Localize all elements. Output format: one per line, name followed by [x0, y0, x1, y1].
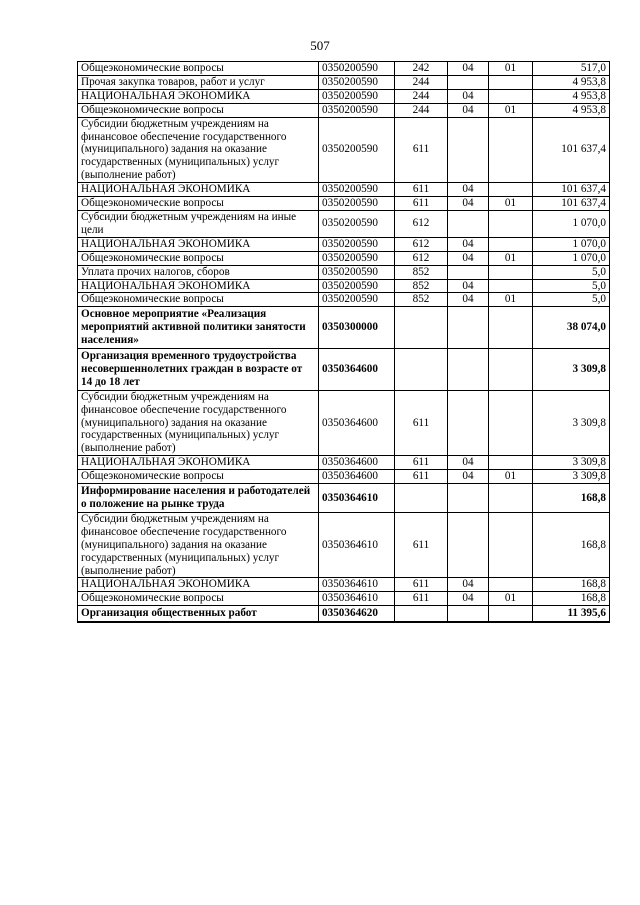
row-name-cell: Общеэкономические вопросы [78, 470, 319, 484]
row-name-cell: Общеэкономические вопросы [78, 293, 319, 307]
table-row [78, 592, 610, 606]
amount-cell: 1 070,0 [533, 210, 610, 237]
table-row [78, 390, 610, 456]
expense-type-cell: 611 [395, 592, 448, 606]
section-cell [448, 512, 489, 578]
expense-type-cell: 611 [395, 117, 448, 183]
amount-cell: 517,0 [533, 62, 610, 76]
subsection-cell [489, 117, 533, 183]
amount-cell: 38 074,0 [533, 307, 610, 349]
amount-cell: 4 953,8 [533, 89, 610, 103]
amount-cell: 101 637,4 [533, 183, 610, 197]
amount-cell: 168,8 [533, 512, 610, 578]
section-cell: 04 [448, 279, 489, 293]
target-code-cell: 0350364610 [319, 592, 395, 606]
expense-type-cell: 611 [395, 456, 448, 470]
row-name-cell: Субсидии бюджетным учреждениям на финансовое обеспечение государственного (муниципального) задания на оказание государственных (муниципальных) услуг (выполнение работ) [78, 512, 319, 578]
subsection-cell: 01 [489, 293, 533, 307]
expense-type-cell: 852 [395, 279, 448, 293]
subsection-cell [489, 89, 533, 103]
section-cell: 04 [448, 251, 489, 265]
subsection-cell [489, 484, 533, 513]
amount-cell: 168,8 [533, 592, 610, 606]
section-cell [448, 307, 489, 349]
row-name-cell: Общеэкономические вопросы [78, 62, 319, 76]
section-cell [448, 390, 489, 456]
table-row [78, 197, 610, 211]
row-name-cell: Общеэкономические вопросы [78, 251, 319, 265]
subsection-cell: 01 [489, 592, 533, 606]
table-row [78, 117, 610, 183]
row-name-cell: Организация временного трудоустройства несовершеннолетних граждан в возрасте от 14 до 18 лет [78, 349, 319, 391]
subsection-cell: 01 [489, 470, 533, 484]
expense-type-cell [395, 484, 448, 513]
row-name-cell: НАЦИОНАЛЬНАЯ ЭКОНОМИКА [78, 237, 319, 251]
target-code-cell: 0350200590 [319, 75, 395, 89]
section-cell: 04 [448, 578, 489, 592]
amount-cell: 3 309,8 [533, 456, 610, 470]
table-row [78, 62, 610, 76]
section-cell [448, 349, 489, 391]
target-code-cell: 0350200590 [319, 117, 395, 183]
section-cell: 04 [448, 293, 489, 307]
subsection-cell: 01 [489, 62, 533, 76]
section-cell [448, 265, 489, 279]
table-row [78, 293, 610, 307]
amount-cell: 168,8 [533, 484, 610, 513]
target-code-cell: 0350300000 [319, 307, 395, 349]
target-code-cell: 0350200590 [319, 237, 395, 251]
amount-cell: 3 309,8 [533, 390, 610, 456]
expense-type-cell: 852 [395, 265, 448, 279]
expense-type-cell: 612 [395, 210, 448, 237]
table-row [78, 484, 610, 513]
expense-type-cell: 244 [395, 75, 448, 89]
section-cell: 04 [448, 89, 489, 103]
table-row [78, 237, 610, 251]
row-name-cell: НАЦИОНАЛЬНАЯ ЭКОНОМИКА [78, 183, 319, 197]
amount-cell: 1 070,0 [533, 237, 610, 251]
expense-type-cell: 611 [395, 197, 448, 211]
target-code-cell: 0350200590 [319, 62, 395, 76]
row-name-cell: НАЦИОНАЛЬНАЯ ЭКОНОМИКА [78, 279, 319, 293]
subsection-cell: 01 [489, 197, 533, 211]
target-code-cell: 0350364600 [319, 390, 395, 456]
target-code-cell: 0350200590 [319, 89, 395, 103]
table-row [78, 279, 610, 293]
section-cell: 04 [448, 470, 489, 484]
table-row [78, 265, 610, 279]
subsection-cell [489, 210, 533, 237]
expense-type-cell: 612 [395, 237, 448, 251]
section-cell: 04 [448, 183, 489, 197]
subsection-cell [489, 183, 533, 197]
row-name-cell: НАЦИОНАЛЬНАЯ ЭКОНОМИКА [78, 89, 319, 103]
row-name-cell: Общеэкономические вопросы [78, 592, 319, 606]
table-row [78, 183, 610, 197]
expense-type-cell [395, 349, 448, 391]
section-cell: 04 [448, 103, 489, 117]
target-code-cell: 0350200590 [319, 197, 395, 211]
subsection-cell [489, 75, 533, 89]
expense-type-cell: 612 [395, 251, 448, 265]
amount-cell: 3 309,8 [533, 470, 610, 484]
amount-cell: 101 637,4 [533, 117, 610, 183]
expense-type-cell: 611 [395, 470, 448, 484]
amount-cell: 5,0 [533, 279, 610, 293]
subsection-cell [489, 578, 533, 592]
amount-cell: 168,8 [533, 578, 610, 592]
expense-type-cell: 242 [395, 62, 448, 76]
expense-type-cell: 611 [395, 390, 448, 456]
row-name-cell: Общеэкономические вопросы [78, 197, 319, 211]
amount-cell: 101 637,4 [533, 197, 610, 211]
subsection-cell [489, 237, 533, 251]
row-name-cell: Субсидии бюджетным учреждениям на иные цели [78, 210, 319, 237]
subsection-cell [489, 390, 533, 456]
expense-type-cell: 244 [395, 103, 448, 117]
section-cell: 04 [448, 62, 489, 76]
target-code-cell: 0350200590 [319, 293, 395, 307]
expense-type-cell: 611 [395, 183, 448, 197]
row-name-cell: Основное мероприятие «Реализация мероприятий активной политики занятости населения» [78, 307, 319, 349]
section-cell: 04 [448, 592, 489, 606]
target-code-cell: 0350200590 [319, 103, 395, 117]
row-name-cell: Прочая закупка товаров, работ и услуг [78, 75, 319, 89]
target-code-cell: 0350364610 [319, 484, 395, 513]
expense-type-cell: 611 [395, 578, 448, 592]
table-row [78, 251, 610, 265]
table-row [78, 512, 610, 578]
section-cell: 04 [448, 197, 489, 211]
section-cell [448, 117, 489, 183]
subsection-cell [489, 349, 533, 391]
target-code-cell: 0350200590 [319, 279, 395, 293]
amount-cell: 4 953,8 [533, 75, 610, 89]
section-cell [448, 210, 489, 237]
row-name-cell: Уплата прочих налогов, сборов [78, 265, 319, 279]
subsection-cell [489, 265, 533, 279]
table-row [78, 75, 610, 89]
expense-type-cell: 244 [395, 89, 448, 103]
target-code-cell: 0350364610 [319, 578, 395, 592]
target-code-cell: 0350200590 [319, 265, 395, 279]
table-row [78, 606, 610, 622]
row-name-cell: Организация общественных работ [78, 606, 319, 622]
row-name-cell: Субсидии бюджетным учреждениям на финансовое обеспечение государственного (муниципального) задания на оказание государственных (муниципальных) услуг (выполнение работ) [78, 117, 319, 183]
expense-type-cell: 611 [395, 512, 448, 578]
target-code-cell: 0350364600 [319, 349, 395, 391]
subsection-cell: 01 [489, 103, 533, 117]
expense-type-cell [395, 606, 448, 622]
target-code-cell: 0350364620 [319, 606, 395, 622]
row-name-cell: НАЦИОНАЛЬНАЯ ЭКОНОМИКА [78, 456, 319, 470]
target-code-cell: 0350364610 [319, 512, 395, 578]
budget-table [77, 61, 610, 623]
expense-type-cell: 852 [395, 293, 448, 307]
target-code-cell: 0350200590 [319, 210, 395, 237]
row-name-cell: Субсидии бюджетным учреждениям на финансовое обеспечение государственного (муниципального) задания на оказание государственных (муниципальных) услуг (выполнение работ) [78, 390, 319, 456]
section-cell [448, 75, 489, 89]
subsection-cell [489, 606, 533, 622]
target-code-cell: 0350364600 [319, 470, 395, 484]
section-cell: 04 [448, 237, 489, 251]
expense-type-cell [395, 307, 448, 349]
target-code-cell: 0350200590 [319, 251, 395, 265]
table-row [78, 103, 610, 117]
budget-table-body [78, 62, 610, 623]
amount-cell: 1 070,0 [533, 251, 610, 265]
subsection-cell [489, 456, 533, 470]
table-row [78, 470, 610, 484]
subsection-cell [489, 512, 533, 578]
amount-cell: 5,0 [533, 265, 610, 279]
table-row [78, 456, 610, 470]
section-cell: 04 [448, 456, 489, 470]
subsection-cell: 01 [489, 251, 533, 265]
row-name-cell: Общеэкономические вопросы [78, 103, 319, 117]
section-cell [448, 606, 489, 622]
amount-cell: 3 309,8 [533, 349, 610, 391]
amount-cell: 11 395,6 [533, 606, 610, 622]
amount-cell: 4 953,8 [533, 103, 610, 117]
target-code-cell: 0350364600 [319, 456, 395, 470]
target-code-cell: 0350200590 [319, 183, 395, 197]
table-row [78, 210, 610, 237]
table-row [78, 578, 610, 592]
page-number: 507 [310, 38, 330, 53]
amount-cell: 5,0 [533, 293, 610, 307]
section-cell [448, 484, 489, 513]
table-row [78, 89, 610, 103]
subsection-cell [489, 279, 533, 293]
table-row [78, 307, 610, 349]
subsection-cell [489, 307, 533, 349]
row-name-cell: НАЦИОНАЛЬНАЯ ЭКОНОМИКА [78, 578, 319, 592]
row-name-cell: Информирование населения и работодателей о положение на рынке труда [78, 484, 319, 513]
table-row [78, 349, 610, 391]
